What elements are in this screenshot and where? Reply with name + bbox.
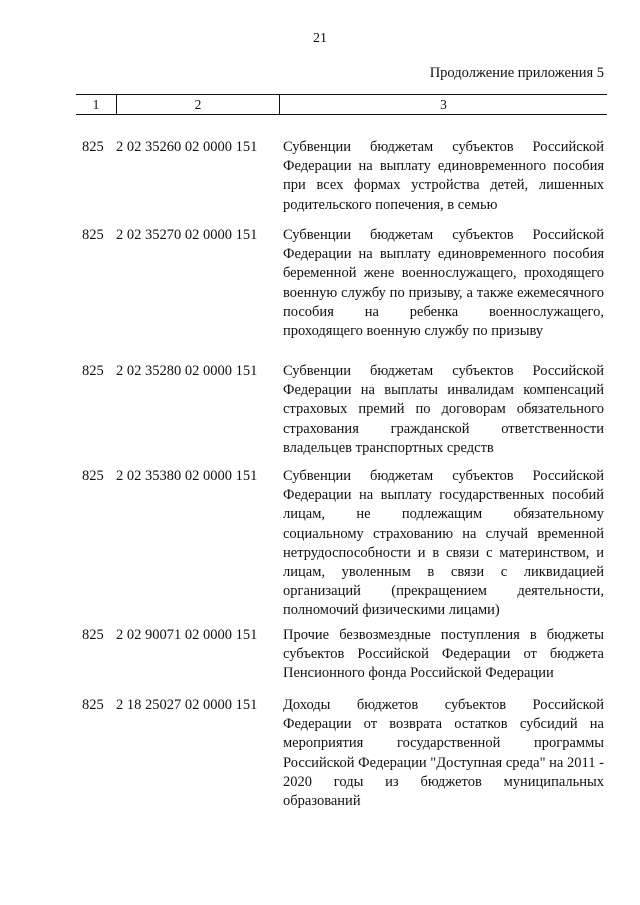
page-number: 21 (313, 31, 327, 46)
admin-code: 825 (82, 468, 104, 484)
budget-classification-code: 2 02 35260 02 0000 151 (116, 139, 258, 155)
continuation-title: Продолжение приложения 5 (429, 65, 604, 81)
income-description: Субвенции бюджетам субъектов Российской Федерации на выплату единовременного пособия беременной жене военнослужащего, проходящего военную службу по призыву, а также ежемесячного пособия на ребенка военнослужащего, проходящего военную службу по призыву (283, 227, 604, 340)
table-header (76, 94, 607, 115)
column-header-1: 1 (76, 95, 117, 114)
admin-code: 825 (82, 627, 104, 643)
budget-classification-code: 2 02 90071 02 0000 151 (116, 627, 258, 643)
column-header-2: 2 (117, 95, 280, 114)
budget-classification-code: 2 02 35280 02 0000 151 (116, 363, 258, 379)
budget-classification-code: 2 18 25027 02 0000 151 (116, 697, 258, 713)
admin-code: 825 (82, 139, 104, 155)
income-description: Субвенции бюджетам субъектов Российской Федерации на выплату единовременного пособия при всех формах устройства детей, лишенных родительского попечения, в семью (283, 139, 604, 213)
income-description: Доходы бюджетов субъектов Российской Федерации от возврата остатков субсидий на мероприятия государственной программы Российской Федерации "Доступная среда" на 2011 - 2020 годы из бюджетов муниципальных образований (283, 697, 604, 810)
budget-classification-code: 2 02 35380 02 0000 151 (116, 468, 258, 484)
income-description: Прочие безвозмездные поступления в бюджеты субъектов Российской Федерации от бюджета Пенсионного фонда Российской Федерации (283, 627, 604, 682)
income-description: Субвенции бюджетам субъектов Российской Федерации на выплату государственных пособий лицам, не подлежащим обязательному социальному страхованию на случай временной нетрудоспособности и в связи с материнством, и лицам, уволенным в связи с ликвидацией организаций (прекращением деятельности, полномочий физическими лицами) (283, 468, 604, 619)
income-description: Субвенции бюджетам субъектов Российской Федерации на выплаты инвалидам компенсаций страховых премий по договорам обязательного страхования гражданской ответственности владельцев транспортных средств (283, 363, 604, 456)
admin-code: 825 (82, 363, 104, 379)
admin-code: 825 (82, 697, 104, 713)
admin-code: 825 (82, 227, 104, 243)
budget-classification-code: 2 02 35270 02 0000 151 (116, 227, 258, 243)
column-header-3: 3 (440, 96, 447, 112)
